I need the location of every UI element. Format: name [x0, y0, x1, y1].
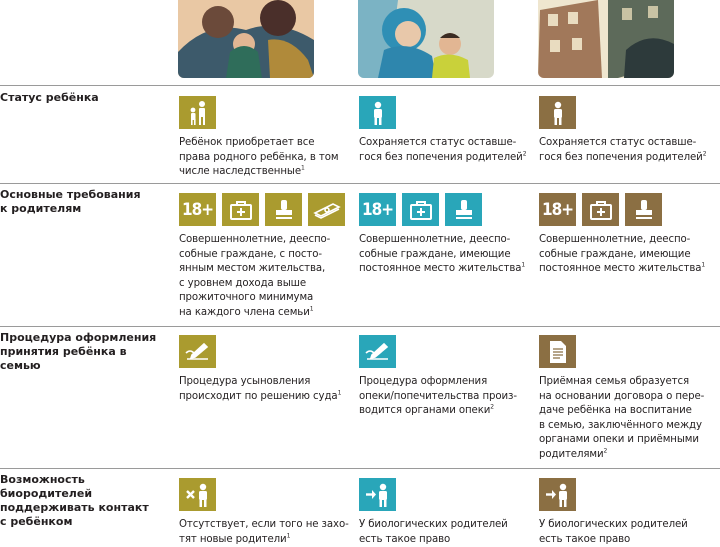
text-line: Приёмная семья образуется	[539, 375, 709, 390]
row-label-contact	[0, 473, 170, 529]
text-line: Совершеннолетние, дееспо-	[359, 233, 529, 248]
text-line: собные граждане, с посто-	[179, 248, 349, 263]
text-line: Сохраняется статус оставше-	[359, 136, 529, 151]
text-line: прожиточного минимума	[179, 291, 349, 306]
label-line: с ребёнком	[0, 515, 170, 529]
cell-text	[359, 375, 529, 419]
label-line: принятия ребёнка в семью	[0, 345, 170, 373]
row-divider-4	[0, 468, 720, 469]
hand-writing-icon	[179, 335, 216, 368]
cell-text	[179, 136, 349, 180]
illustration-houses	[538, 0, 674, 78]
text-line: на основании договора о пере-	[539, 390, 709, 405]
label-line: поддерживать контакт	[0, 501, 170, 515]
text-line: постоянное место жительства$^1$	[359, 262, 529, 277]
text-line: Ребёнок приобретает все	[179, 136, 349, 151]
cell-text	[359, 518, 529, 547]
cell-text	[179, 375, 349, 404]
footnote-ref: 1	[301, 165, 305, 172]
text-line: Совершеннолетние, дееспо-	[539, 233, 709, 248]
footnote-ref: 2	[604, 447, 608, 454]
cell-icons	[179, 96, 216, 129]
text-line: Совершеннолетние, дееспо-	[179, 233, 349, 248]
footnote-ref: 1	[310, 305, 314, 312]
cell-text	[359, 136, 529, 165]
cell-text	[179, 518, 349, 547]
text-line: даче ребёнка на воспитание	[539, 404, 709, 419]
cell-text	[359, 233, 529, 277]
text-line: У биологических родителей	[359, 518, 529, 533]
stamp-icon	[445, 193, 482, 226]
text-line: У биологических родителей	[539, 518, 709, 533]
footnote-ref: 1	[701, 262, 705, 269]
text-line: происходит по решению суда$^1$	[179, 390, 349, 405]
text-line: гося без попечения родителей$^2$	[539, 151, 709, 166]
money-icon	[308, 193, 345, 226]
text-line: есть такое право	[539, 533, 709, 547]
row-label-status	[0, 91, 170, 105]
text-line: Процедура усыновления	[179, 375, 349, 390]
text-line: с уровнем дохода выше	[179, 277, 349, 292]
footnote-ref: 1	[521, 262, 525, 269]
contact-arrow-figure-icon	[539, 478, 576, 511]
cell-icons	[179, 478, 216, 511]
cell-text	[179, 233, 349, 320]
stamp-icon	[625, 193, 662, 226]
medical-kit-icon	[222, 193, 259, 226]
cell-text	[539, 233, 709, 277]
text-line: Процедура оформления	[359, 375, 529, 390]
row-divider-2	[0, 183, 720, 184]
label-line: к родителям	[0, 202, 170, 216]
footnote-ref: 1	[338, 389, 342, 396]
text-line: водится органами опеки$^2$	[359, 404, 529, 419]
cell-icons	[179, 193, 345, 226]
child-figure-icon	[539, 96, 576, 129]
age-18-plus-icon: 18+	[359, 193, 396, 226]
label-line: Возможность биородителей	[0, 473, 170, 501]
text-line: на каждого члена семьи$^1$	[179, 306, 349, 321]
hand-writing-icon	[359, 335, 396, 368]
contact-arrow-figure-icon	[359, 478, 396, 511]
cell-text	[539, 136, 709, 165]
family-figures-icon	[179, 96, 216, 129]
document-icon	[539, 335, 576, 368]
text-line: родителями$^2$	[539, 448, 709, 463]
footnote-ref: 2	[703, 150, 707, 157]
text-line: Сохраняется статус оставше-	[539, 136, 709, 151]
row-divider-1	[0, 85, 720, 86]
footnote-ref: 2	[523, 150, 527, 157]
text-line: есть такое право	[359, 533, 529, 547]
footnote-ref: 2	[490, 404, 494, 411]
stamp-icon	[265, 193, 302, 226]
text-line: числе наследственные$^1$	[179, 165, 349, 180]
age-18-plus-icon: 18+	[539, 193, 576, 226]
cell-icons	[539, 478, 576, 511]
text-line: органами опеки и приёмными	[539, 433, 709, 448]
text-line: Отсутствует, если того не захо-	[179, 518, 349, 533]
text-line: янным местом жительства,	[179, 262, 349, 277]
illustration-family	[178, 0, 314, 78]
label-line: Процедура оформления	[0, 331, 170, 345]
text-line: опеки/попечительства произ-	[359, 390, 529, 405]
text-line: права родного ребёнка, в том	[179, 151, 349, 166]
cell-icons	[539, 193, 662, 226]
row-label-procedure	[0, 331, 170, 373]
age-18-plus-icon: 18+	[179, 193, 216, 226]
cell-icons	[539, 96, 576, 129]
row-label-requirements	[0, 188, 170, 216]
text-line: постоянное место жительства$^1$	[539, 262, 709, 277]
text-line: собные граждане, имеющие	[539, 248, 709, 263]
cell-icons	[539, 335, 576, 368]
medical-kit-icon	[402, 193, 439, 226]
cell-text	[539, 518, 709, 547]
row-divider-3	[0, 326, 720, 327]
text-line: собные граждане, имеющие	[359, 248, 529, 263]
cell-icons	[359, 96, 396, 129]
label-line: Статус ребёнка	[0, 91, 170, 105]
label-line: Основные требования	[0, 188, 170, 202]
text-line: в семью, заключённого между	[539, 419, 709, 434]
illustration-guardian	[358, 0, 494, 78]
medical-kit-icon	[582, 193, 619, 226]
cell-text	[539, 375, 709, 462]
cell-icons	[179, 335, 216, 368]
cell-icons	[359, 335, 396, 368]
footnote-ref: 1	[287, 532, 291, 539]
text-line: гося без попечения родителей$^2$	[359, 151, 529, 166]
child-figure-icon	[359, 96, 396, 129]
text-line: тят новые родители$^1$	[179, 533, 349, 547]
cell-icons	[359, 478, 396, 511]
no-contact-figure-icon	[179, 478, 216, 511]
cell-icons	[359, 193, 482, 226]
